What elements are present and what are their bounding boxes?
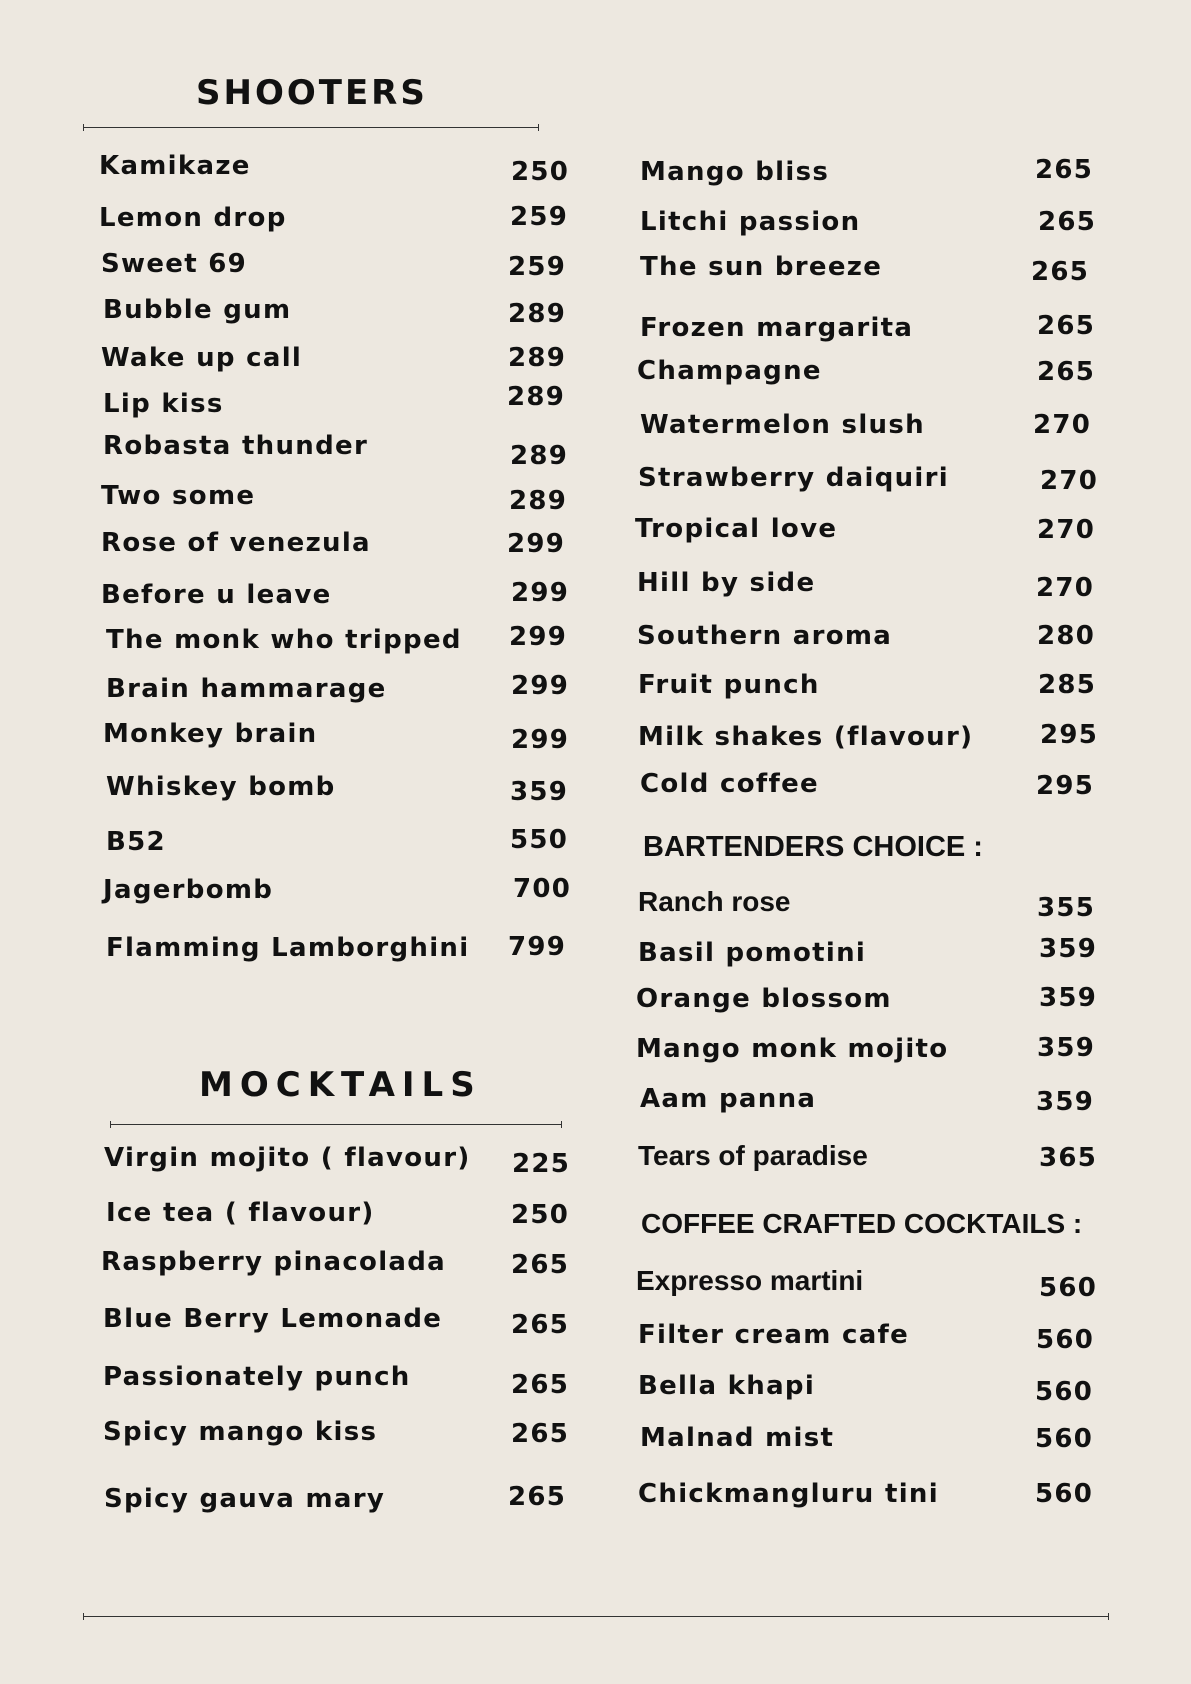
menu-item-price: 359 [1039,934,1098,964]
menu-item-name: Before u leave [101,580,332,610]
menu-item-name: Milk shakes (flavour) [638,722,974,752]
menu-item-price: 265 [508,1482,567,1512]
menu-item-name: Southern aroma [637,621,893,651]
mocktails-heading: MOCKTAILS [199,1065,482,1105]
menu-item-price: 299 [511,671,570,701]
menu-item-price: 265 [1035,155,1094,185]
menu-item-name: Mango bliss [640,157,830,187]
menu-item-name: Two some [101,481,256,511]
menu-item-price: 299 [511,725,570,755]
menu-item-price: 799 [508,932,567,962]
menu-item-price: 270 [1033,410,1092,440]
menu-item-name: Filter cream cafe [638,1320,910,1350]
menu-item-price: 265 [1031,257,1090,287]
menu-item-price: 289 [507,382,566,412]
menu-item-price: 560 [1035,1479,1094,1509]
menu-item-name: Kamikaze [99,151,251,181]
menu-item-name: Ice tea ( flavour) [106,1198,375,1228]
menu-item-price: 700 [513,874,572,904]
menu-item-price: 299 [509,622,568,652]
menu-item-name: Mango monk mojito [636,1034,949,1064]
menu-item-price: 295 [1036,771,1095,801]
menu-item-price: 359 [510,777,569,807]
menu-item-name: Bella khapi [638,1371,816,1401]
menu-item-name: Cold coffee [640,769,819,799]
menu-item-price: 295 [1040,720,1099,750]
menu-item-price: 560 [1036,1325,1095,1355]
footer-divider [83,1616,1109,1617]
menu-item-price: 560 [1035,1377,1094,1407]
menu-item-price: 359 [1037,1033,1096,1063]
menu-item-name: Jagerbomb [103,875,274,905]
menu-item-name: Hill by side [637,568,816,598]
menu-item-price: 359 [1036,1087,1095,1117]
coffee-crafted-cocktails-heading: COFFEE CRAFTED COCKTAILS : [641,1208,1083,1239]
menu-item-price: 265 [1038,207,1097,237]
menu-item-name: Spicy gauva mary [104,1484,386,1514]
menu-item-name: Monkey brain [103,719,318,749]
mocktails-divider [110,1124,562,1125]
menu-item-price: 259 [508,252,567,282]
menu-item-name: Malnad mist [640,1423,835,1453]
menu-item-price: 225 [512,1149,571,1179]
menu-item-price: 289 [508,299,567,329]
menu-item-name: The sun breeze [640,252,883,282]
menu-item-name: Lemon drop [99,203,287,233]
menu-item-name: Raspberry pinacolada [101,1247,447,1277]
menu-item-price: 270 [1040,466,1099,496]
menu-item-name: Flamming Lamborghini [106,933,470,963]
menu-item-name: Aam panna [640,1084,817,1114]
menu-item-price: 270 [1036,573,1095,603]
menu-item-name: Fruit punch [638,670,820,700]
menu-item-name: Tropical love [635,514,838,544]
menu-item-price: 359 [1039,983,1098,1013]
menu-item-price: 355 [1037,893,1096,923]
menu-item-name: Basil pomotini [638,938,867,968]
menu-item-price: 250 [511,1200,570,1230]
menu-item-name: Strawberry daiquiri [638,463,949,493]
menu-item-price: 250 [511,157,570,187]
menu-item-name: Whiskey bomb [106,772,336,802]
menu-item-name: Sweet 69 [101,249,248,279]
menu-item-price: 365 [1039,1143,1098,1173]
menu-item-name: Blue Berry Lemonade [103,1304,443,1334]
menu-item-name: Ranch rose [638,886,791,917]
menu-item-name: Spicy mango kiss [103,1417,378,1447]
menu-item-name: Passionately punch [103,1362,411,1392]
menu-item-name: Chickmangluru tini [638,1479,939,1509]
menu-item-name: Rose of venezula [101,528,371,558]
menu-item-name: Orange blossom [636,984,892,1014]
menu-item-name: Champagne [637,356,822,386]
menu-item-price: 265 [1037,357,1096,387]
shooters-heading: SHOOTERS [196,73,428,113]
menu-item-price: 289 [509,486,568,516]
menu-item-name: Tears of paradise [638,1140,868,1171]
menu-item-name: Robasta thunder [103,431,369,461]
menu-item-name: Watermelon slush [640,410,925,440]
menu-item-name: Frozen margarita [640,313,914,343]
menu-item-price: 285 [1038,670,1097,700]
menu-item-price: 550 [510,825,569,855]
menu-item-name: Bubble gum [103,295,292,325]
menu-item-price: 299 [511,578,570,608]
menu-item-price: 265 [1037,311,1096,341]
menu-item-name: Litchi passion [640,207,861,237]
menu-item-price: 289 [510,441,569,471]
menu-item-price: 280 [1037,621,1096,651]
menu-item-name: The monk who tripped [106,625,462,655]
menu-item-price: 265 [511,1250,570,1280]
shooters-divider [83,127,539,128]
menu-item-name: Expresso martini [636,1265,864,1296]
menu-item-price: 560 [1039,1273,1098,1303]
menu-item-name: B52 [106,827,166,857]
menu-item-name: Brain hammarage [106,674,387,704]
menu-item-price: 265 [511,1419,570,1449]
menu-item-price: 299 [507,529,566,559]
menu-item-price: 560 [1035,1424,1094,1454]
menu-item-price: 265 [511,1370,570,1400]
menu-item-name: Virgin mojito ( flavour) [104,1143,471,1173]
menu-item-price: 265 [511,1310,570,1340]
menu-item-price: 259 [510,202,569,232]
menu-item-name: Lip kiss [103,389,224,419]
menu-item-price: 270 [1037,515,1096,545]
menu-item-price: 289 [508,343,567,373]
menu-item-name: Wake up call [101,343,303,373]
bartenders-choice-heading: BARTENDERS CHOICE : [643,831,983,863]
